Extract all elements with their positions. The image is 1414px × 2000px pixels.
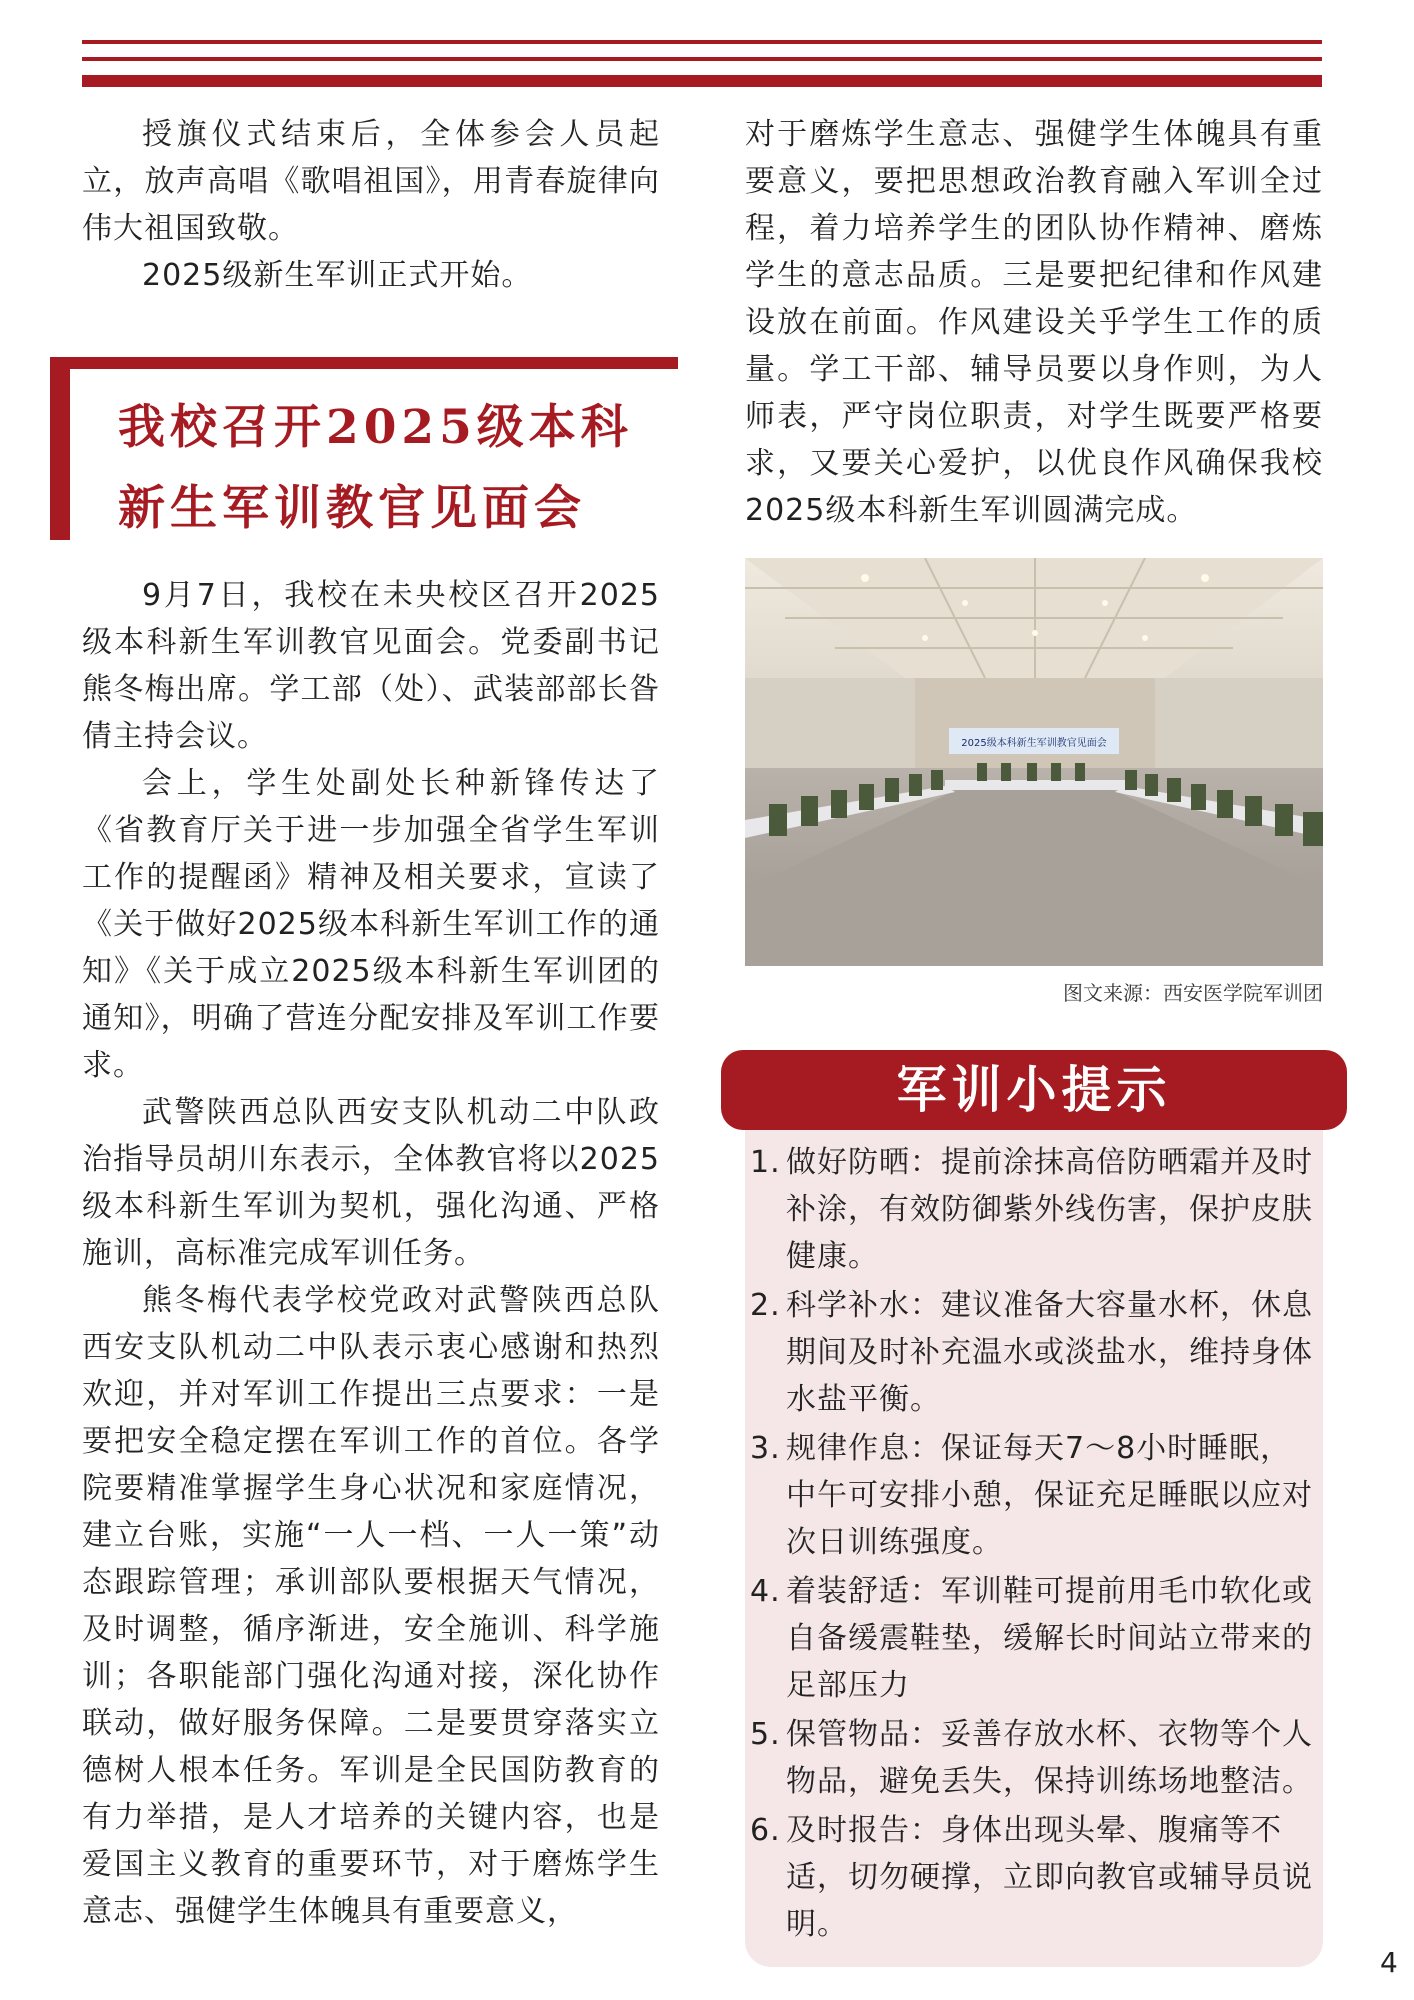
meeting-photo <box>745 558 1323 966</box>
top-rule-thick <box>82 75 1322 87</box>
tip-text: 保管物品：妥善存放水杯、衣物等个人物品，避免丢失，保持训练场地整洁。 <box>786 1717 1313 1799</box>
article-paragraph-2: 会上，学生处副处长种新锋传达了《省教育厅关于进一步加强全省学生军训工作的提醒函》精神及相关要求，宣读了《关于做好2025级本科新生军训工作的通知》《关于成立2025级本科新生军训团的通知》，明确了营连分配安排及军训工作要求。 <box>82 766 660 1083</box>
article-paragraph-3: 武警陕西总队西安支队机动二中队政治指导员胡川东表示，全体教官将以2025级本科新生军训为契机，强化沟通、严格施训，高标准完成军训任务。 <box>82 1095 660 1271</box>
heading-bar-left <box>50 357 70 540</box>
tip-item <box>750 1568 1320 1709</box>
tip-number: 4. <box>750 1574 781 1609</box>
tip-text: 规律作息：保证每天7～8小时睡眠，中午可安排小憩，保证充足睡眠以应对次日训练强度。 <box>786 1431 1313 1560</box>
tip-number: 1. <box>750 1145 781 1180</box>
tip-text: 着装舒适：军训鞋可提前用毛巾软化或自备缓震鞋垫，缓解长时间站立带来的足部压力 <box>786 1574 1313 1703</box>
tip-item <box>750 1425 1320 1566</box>
intro-paragraph-2: 2025级新生军训正式开始。 <box>142 258 533 293</box>
tip-number: 3. <box>750 1431 781 1466</box>
tip-item <box>750 1282 1320 1423</box>
tip-item <box>750 1807 1320 1948</box>
tip-text: 及时报告：身体出现头晕、腹痛等不适，切勿硬撑，立即向教官或辅导员说明。 <box>786 1813 1313 1942</box>
article-title: 我校召开2025级本科新生军训教官见面会 <box>118 400 633 536</box>
tip-number: 2. <box>750 1288 781 1323</box>
tip-number: 6. <box>750 1813 781 1848</box>
tip-text: 科学补水：建议准备大容量水杯，休息期间及时补充温水或淡盐水，维持身体水盐平衡。 <box>786 1288 1313 1417</box>
heading-bar-top <box>50 357 678 369</box>
intro-section <box>82 111 660 299</box>
meeting-room-illustration <box>745 558 1323 966</box>
intro-paragraph-1: 授旗仪式结束后，全体参会人员起立，放声高唱《歌唱祖国》，用青春旋律向伟大祖国致敬。 <box>82 117 660 246</box>
tip-text: 做好防晒：提前涂抹高倍防晒霜并及时补涂，有效防御紫外线伤害，保护皮肤健康。 <box>786 1145 1313 1274</box>
tips-title: 军训小提示 <box>721 1050 1347 1130</box>
article-paragraph-4: 熊冬梅代表学校党政对武警陕西总队西安支队机动二中队表示衷心感谢和热烈欢迎，并对军训工作提出三点要求：一是要把安全稳定摆在军训工作的首位。各学院要精准掌握学生身心状况和家庭情况，建立台账，实施“一人一档、一人一策”动态跟踪管理；承训部队要根据天气情况，及时调整，循序渐进，安全施训、科学施训；各职能部门强化沟通对接，深化协作联动，做好服务保障。二是要贯穿落实立德树人根本任务。军训是全民国防教育的有力举措，是人才培养的关键内容，也是爱国主义教育的重要环节，对于磨炼学生意志、强健学生体魄具有重要意义， <box>82 1283 660 1929</box>
top-rule-thin-2 <box>82 57 1322 61</box>
tips-list <box>750 1139 1320 1950</box>
photo-banner-text: 2025级本科新生军训教官见面会 <box>961 738 1107 749</box>
tip-number: 5. <box>750 1717 781 1752</box>
top-rule-thin-1 <box>82 40 1322 44</box>
article-body-left <box>82 572 660 1935</box>
article-paragraph-1: 9月7日，我校在未央校区召开2025级本科新生军训教官见面会。党委副书记熊冬梅出席。学工部（处）、武装部部长昝倩主持会议。 <box>82 578 660 754</box>
article-heading <box>50 357 678 540</box>
tip-item <box>750 1139 1320 1280</box>
photo-credit: 图文来源：西安医学院军训团 <box>1063 981 1323 1005</box>
tip-item <box>750 1711 1320 1805</box>
article-body-right <box>745 111 1323 534</box>
page-number: 4 <box>1380 1946 1398 1979</box>
article-continuation: 对于磨炼学生意志、强健学生体魄具有重要意义，要把思想政治教育融入军训全过程，着力培养学生的团队协作精神、磨炼学生的意志品质。三是要把纪律和作风建设放在前面。作风建设关乎学生工作的质量。学工干部、辅导员要以身作则，为人师表，严守岗位职责，对学生既要严格要求，又要关心爱护，以优良作风确保我校2025级本科新生军训圆满完成。 <box>745 117 1323 528</box>
